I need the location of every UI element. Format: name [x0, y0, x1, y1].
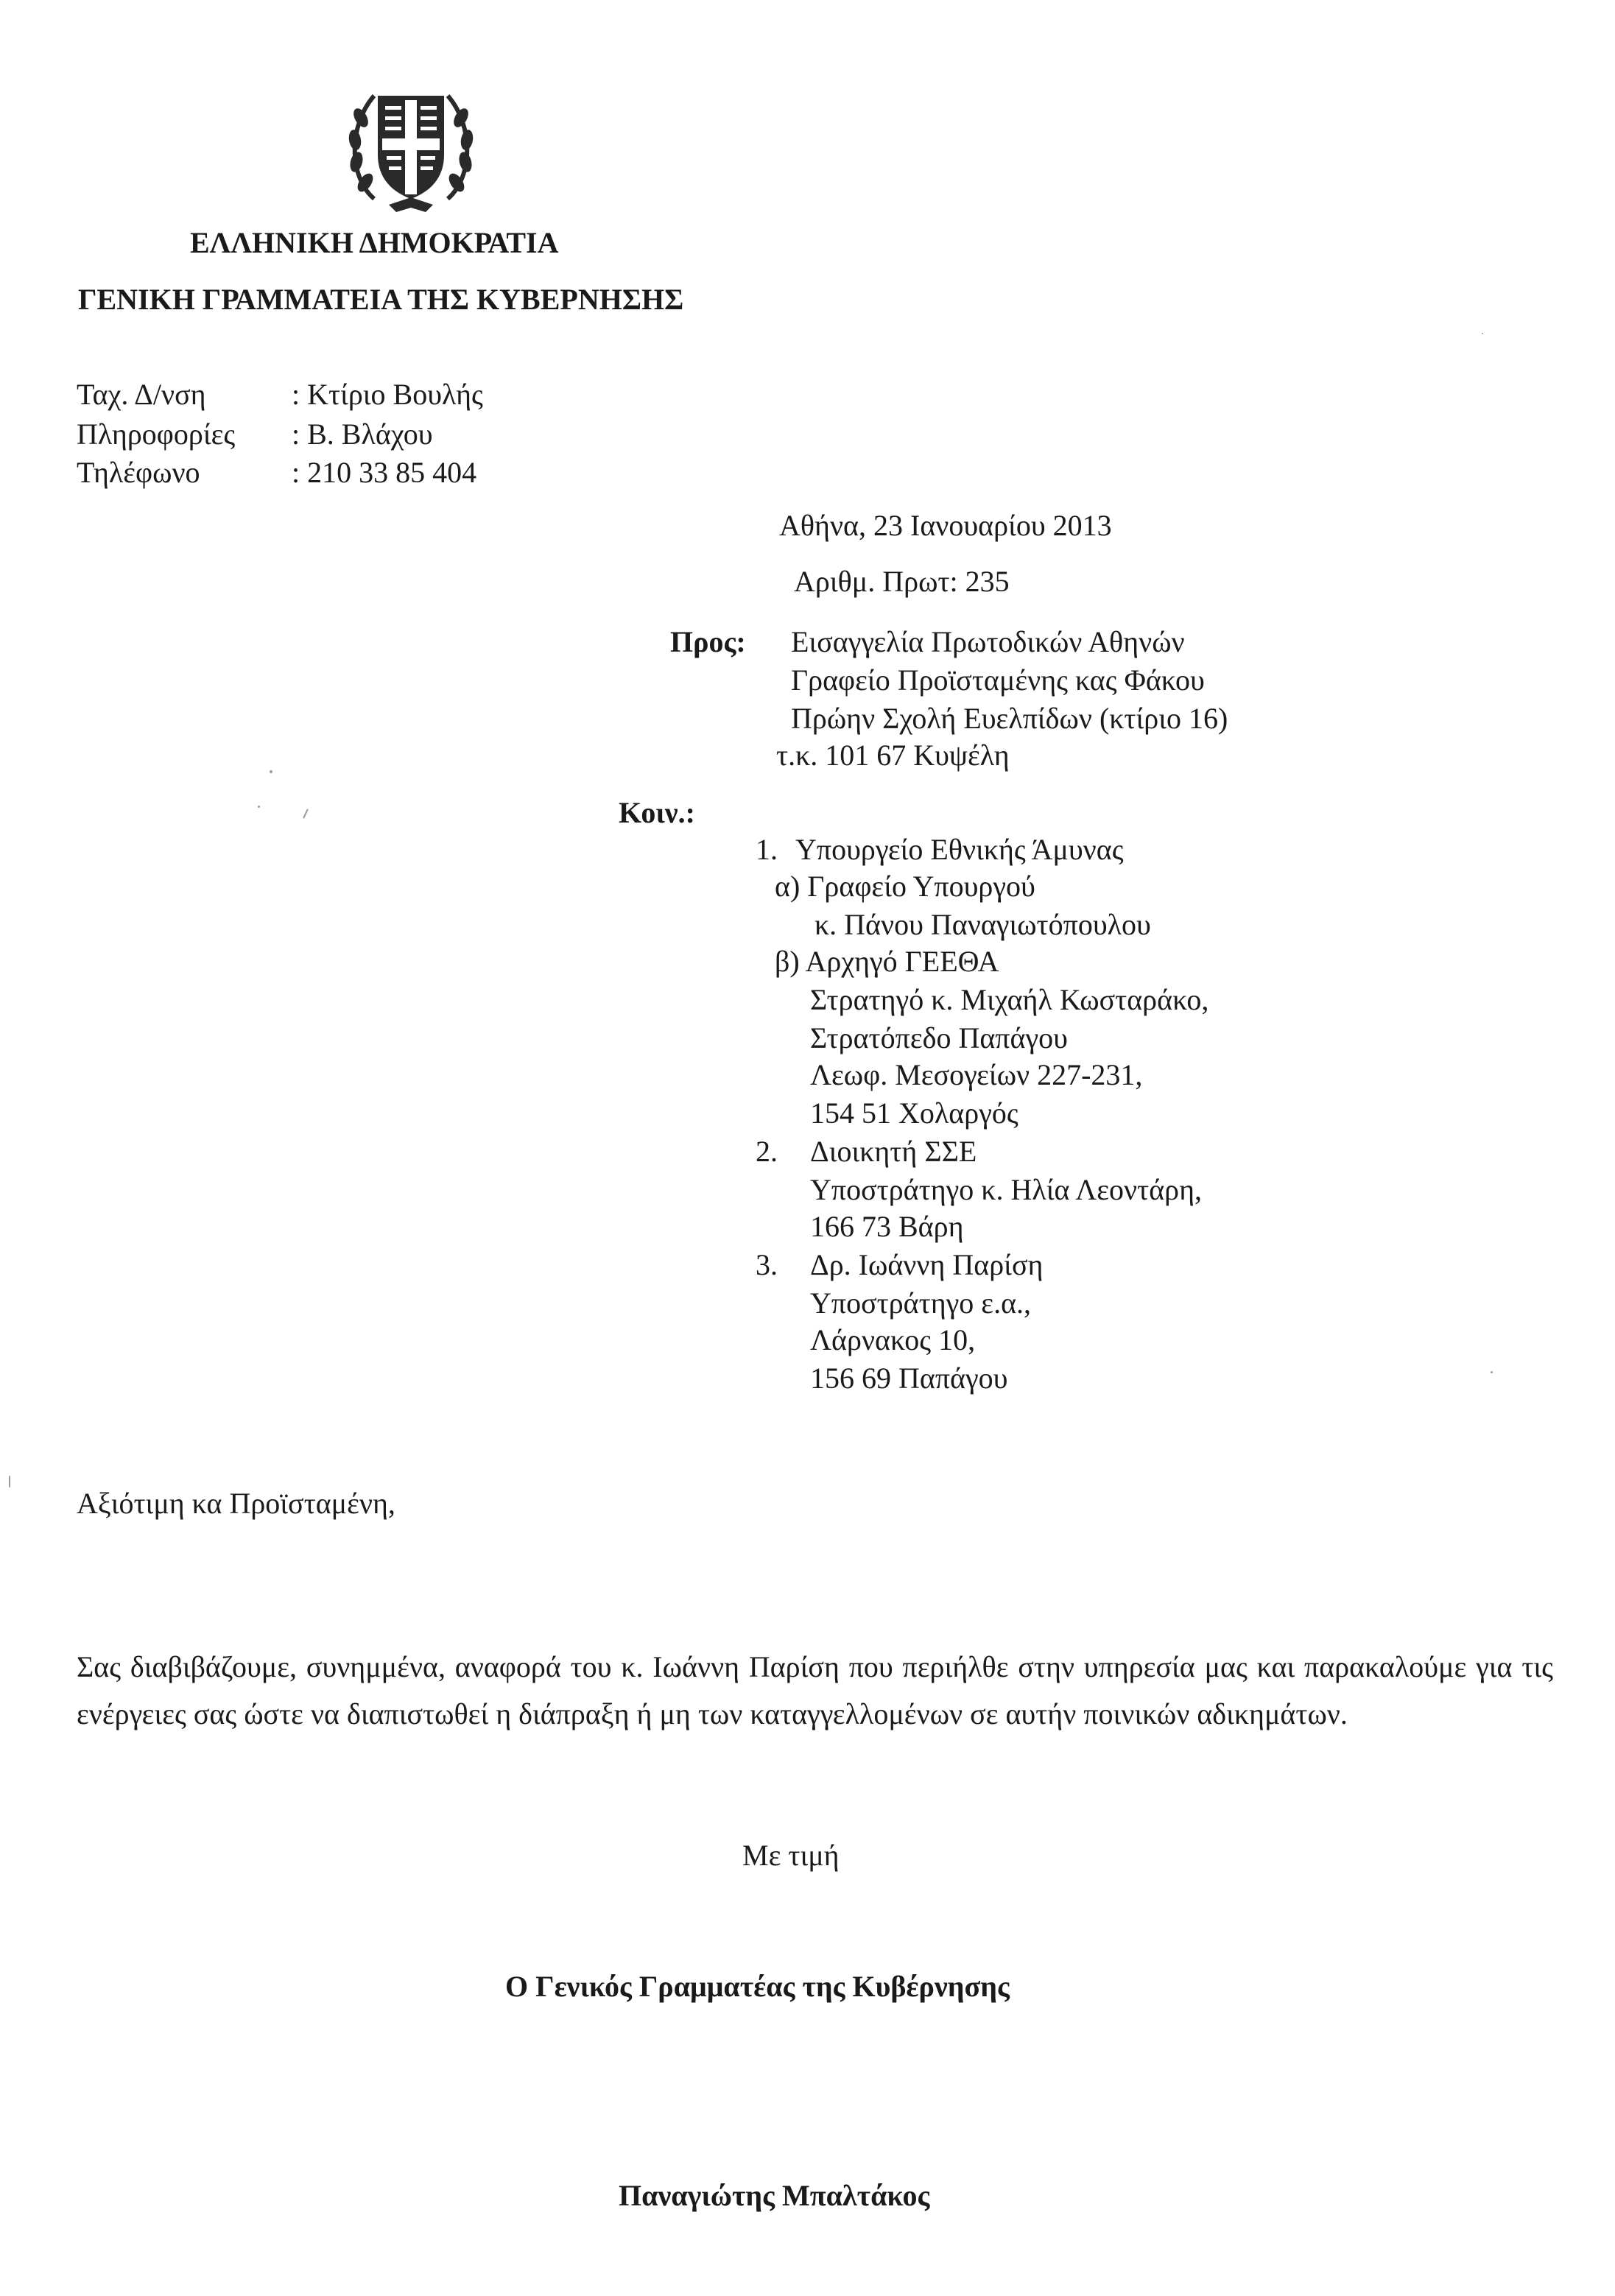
info-key: Τηλέφωνο: [77, 456, 200, 489]
cc-subitem-b-line: Στρατηγό κ. Μιχαήλ Κωσταράκο,: [810, 983, 1209, 1016]
cc-item-line: Λάρνακος 10,: [810, 1323, 976, 1356]
info-value: : Κτίριο Βουλής: [292, 378, 483, 411]
salutation: Αξιότιμη κα Προϊσταμένη,: [77, 1487, 395, 1520]
cc-item-line: Δρ. Ιωάννη Παρίση: [810, 1248, 1044, 1281]
scan-speck: [1482, 333, 1483, 334]
cc-subitem-a-detail: κ. Πάνου Παναγιωτόπουλου: [814, 908, 1151, 941]
signer-name: Παναγιώτης Μπαλτάκος: [619, 2179, 930, 2212]
cc-item-title: Υπουργείο Εθνικής Άμυνας: [795, 833, 1124, 866]
to-label: Προς:: [670, 625, 746, 658]
cc-item-line: 156 69 Παπάγου: [810, 1362, 1008, 1395]
cc-item-line: 166 73 Βάρη: [810, 1210, 964, 1243]
body-paragraph: Σας διαβιβάζουμε, συνημμένα, αναφορά του κ. Ιωάννη Παρίση που περιήλθε στην υπηρεσία μας και παρακαλούμε για τις ενέργειες σας ώστε να διαπιστωθεί η διάπραξη ή μη των καταγγελλομένων σε αυτήν ποινικών αδικημάτων.: [77, 1650, 1553, 1730]
cc-subitem-b-line: 154 51 Χολαργός: [810, 1096, 1018, 1130]
cc-subitem-b: β) Αρχηγό ΓΕΕΘΑ: [775, 945, 999, 978]
info-key: Ταχ. Δ/νση: [77, 378, 206, 411]
cc-subitem-b-line: Στρατόπεδο Παπάγου: [810, 1021, 1068, 1054]
info-row-address: [77, 377, 483, 412]
scan-speck: [9, 1476, 10, 1487]
scan-speck: [270, 770, 272, 773]
to-line: Πρώην Σχολή Ευελπίδων (κτίριο 16): [791, 702, 1228, 735]
cc-item-line: Υποστράτηγο κ. Ηλία Λεοντάρη,: [810, 1173, 1203, 1206]
scan-speck: [1491, 1371, 1493, 1373]
header-country: ΕΛΛΗΝΙΚΗ ΔΗΜΟΚΡΑΤΙΑ: [190, 226, 559, 259]
cc-item-line: Υποστράτηγο ε.α.,: [810, 1286, 1032, 1320]
cc-item-number: 3.: [756, 1248, 778, 1281]
info-row-phone: [77, 455, 476, 490]
protocol-number: Αριθμ. Πρωτ: 235: [794, 565, 1010, 598]
scan-speck: [303, 809, 309, 819]
to-line: Γραφείο Προϊσταμένης κας Φάκου: [791, 663, 1205, 697]
cc-item-number: 2.: [756, 1135, 778, 1168]
cc-label: Κοιν.:: [619, 796, 695, 829]
signer-title: Ο Γενικός Γραμματέας της Κυβέρνησης: [505, 1970, 1010, 2003]
info-key: Πληροφορίες: [77, 418, 236, 451]
info-value: : 210 33 85 404: [292, 456, 477, 489]
cc-item-line: Διοικητή ΣΣΕ: [810, 1135, 977, 1168]
cc-item-number: 1.: [756, 833, 778, 866]
scan-speck: [258, 806, 260, 808]
to-line: τ.κ. 101 67 Κυψέλη: [776, 739, 1010, 772]
info-value: : Β. Βλάχου: [292, 418, 433, 451]
document-date: Αθήνα, 23 Ιανουαρίου 2013: [779, 509, 1112, 542]
header-office: ΓΕΝΙΚΗ ΓΡΑΜΜΑΤΕΙΑ ΤΗΣ ΚΥΒΕΡΝΗΣΗΣ: [78, 283, 684, 316]
to-line: Εισαγγελία Πρωτοδικών Αθηνών: [791, 625, 1185, 658]
cc-subitem-b-line: Λεωφ. Μεσογείων 227-231,: [810, 1058, 1143, 1091]
greek-coat-of-arms-icon: [345, 74, 477, 221]
cc-subitem-a: α) Γραφείο Υπουργού: [775, 870, 1035, 903]
closing: Με τιμή: [742, 1839, 840, 1872]
info-row-contact: [77, 417, 433, 451]
